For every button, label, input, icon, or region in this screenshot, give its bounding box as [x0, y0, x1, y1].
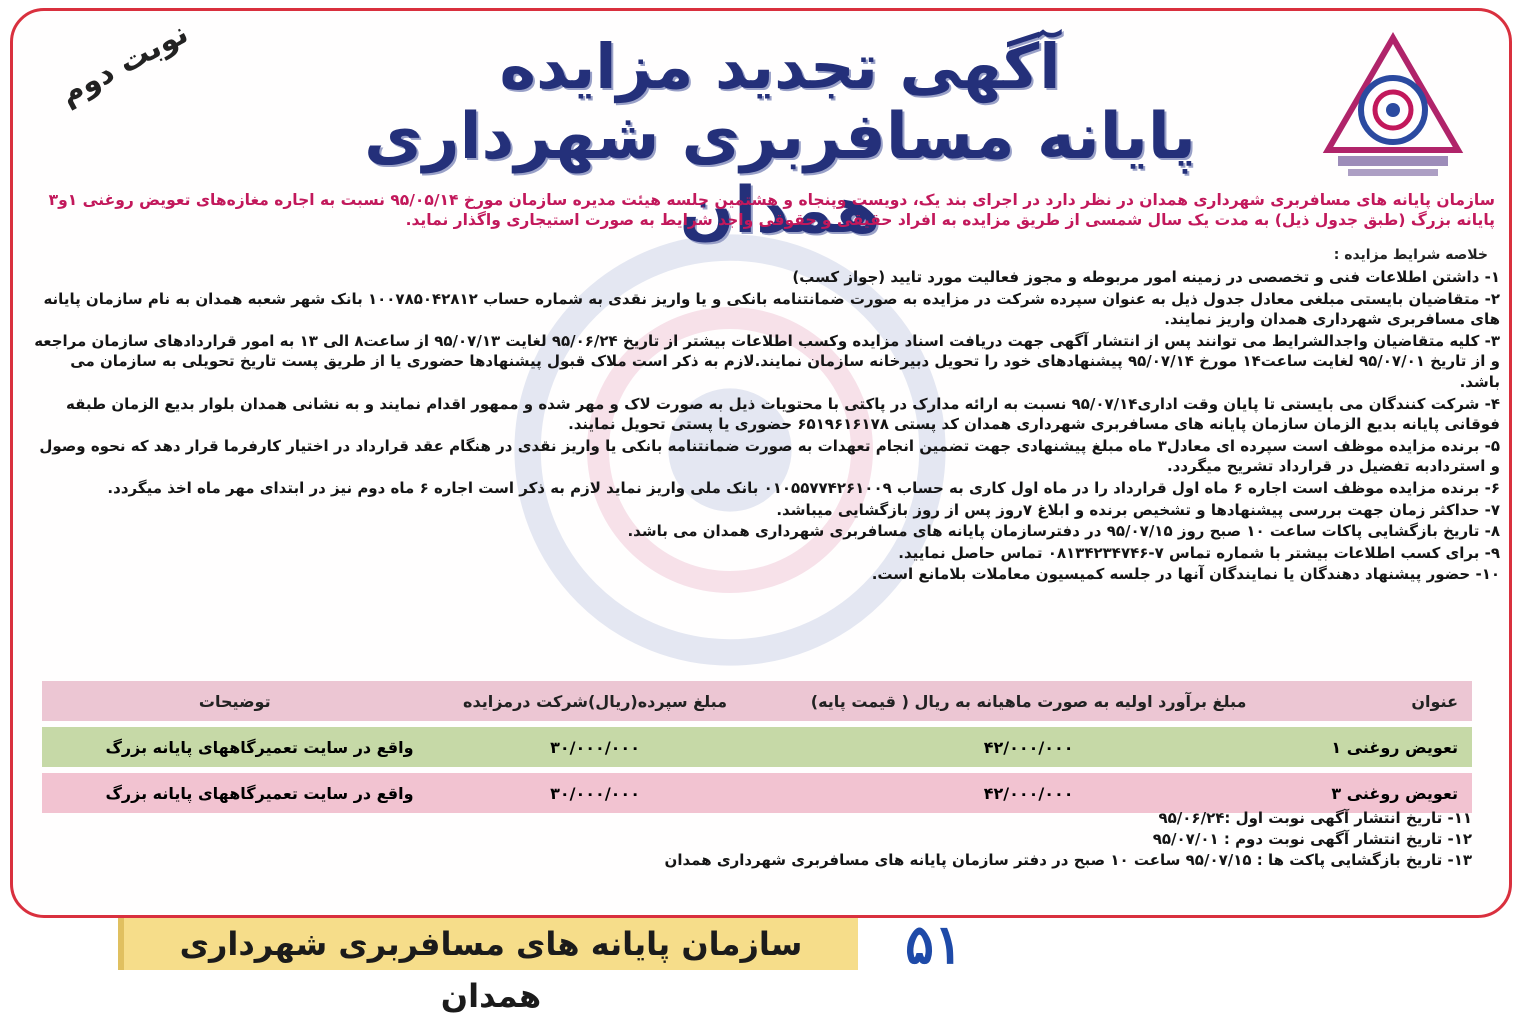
page-title: آگهی تجدید مزایده	[499, 30, 1061, 103]
condition-item: ۸- تاریخ بازگشایی پاکات ساعت ۱۰ صبح روز ۹۵/۰۷/۱۵ در دفترسازمان پایانه های مسافربری شهرداری همدان می باشد.	[627, 522, 1500, 541]
table-cell: ۴۲/۰۰۰/۰۰۰	[763, 773, 1295, 813]
table-cell: تعویض روغنی ۱	[1295, 727, 1472, 767]
table-cell: ۳۰/۰۰۰/۰۰۰	[428, 773, 763, 813]
footer-item: ۱۳- تاریخ بازگشایی پاکت ها : ۹۵/۰۷/۱۵ ساعت ۱۰ صبح در دفتر سازمان پایانه های مسافربری شهرداری همدان	[664, 851, 1472, 869]
auction-table	[42, 675, 1472, 819]
condition-item: ۴- شرکت کنندگان می بایستی تا پایان وقت اداری۹۵/۰۷/۱۴ نسبت به ارائه مدارک در پاکتی با محتویات ذیل به صورت لاک و مهر شده و ممهور اقدام نمایند و به نشانی همدان بلوار بدیع الزمان طبقه فوقانی پایانه بدیع الزمان سازمان پایانه های مسافربری شهرداری همدان کد پستی ۶۵۱۹۶۱۶۱۷۸ حضوری یا پستی تحویل نمایند.	[66, 394, 1500, 434]
table-row	[42, 773, 1472, 813]
signature-banner: سازمان پایانه های مسافربری شهرداری همدان	[118, 918, 858, 970]
condition-item: ۱- داشتن اطلاعات فنی و تخصصی در زمینه امور مربوطه و مجوز فعالیت مورد تایید (جواز کسب)	[792, 268, 1500, 286]
table-cell: واقع در سایت تعمیرگاههای پایانه بزرگ	[42, 727, 428, 767]
footer-dates	[300, 808, 1472, 871]
organization-logo-icon	[1318, 30, 1468, 180]
column-header: توضیحات	[42, 681, 428, 721]
condition-item: ۹- برای کسب اطلاعات بیشتر با شماره تماس ۷-۰۸۱۳۴۲۳۴۷۴۶ تماس حاصل نمایید.	[898, 543, 1500, 562]
table-cell: تعویض روغنی ۳	[1295, 773, 1472, 813]
table-cell: واقع در سایت تعمیرگاههای پایانه بزرگ	[42, 773, 428, 813]
table-cell: ۴۲/۰۰۰/۰۰۰	[763, 727, 1295, 767]
conditions-title: خلاصه شرایط مزایده :	[1333, 247, 1488, 263]
turn-label: نوبت دوم	[54, 15, 194, 113]
page-subtitle: پایانه مسافربری شهرداری همدان	[364, 100, 1196, 248]
column-header: عنوان	[1295, 681, 1472, 721]
page-number: ۵۱	[905, 912, 964, 976]
condition-item: ۷- حداکثر زمان جهت بررسی پیشنهادها و تشخیص برنده و ابلاغ ۷روز پس از روز بازگشایی میباشد.	[776, 500, 1500, 519]
condition-item: ۲- متقاضیان بایستی مبلغی معادل جدول ذیل به عنوان سپرده شرکت در مزایده به صورت ضمانتنامه بانکی و یا واریز نقدی به شماره حساب ۱۰۰۷۸۵۰۴۲۸۱۲ بانک شهر شعبه همدان به نام سازمان پایانه های مسافربری شهرداری همدان واریز نمایند.	[43, 289, 1500, 329]
condition-item: ۶- برنده مزایده موظف است اجاره ۶ ماه اول قرارداد را در ماه اول کاری به حساب ۰۱۰۵۵۷۷۴۲۶۱۰۰۹ بانک ملی واریز نماید لازم به ذکر است اجاره ۶ ماه دوم نیز در ابتدای مهر ماه اخذ میگردد.	[107, 478, 1500, 497]
column-header: مبلغ برآورد اولیه به صورت ماهیانه به ریال ( قیمت پایه)	[763, 681, 1295, 721]
table-row	[42, 727, 1472, 767]
footer-item: ۱۱- تاریخ انتشار آگهی نوبت اول :۹۵/۰۶/۲۴	[1158, 809, 1472, 827]
footer-item: ۱۲- تاریخ انتشار آگهی نوبت دوم : ۹۵/۰۷/۰۱	[1152, 830, 1472, 848]
condition-item: ۵- برنده مزایده موظف است سپرده ای معادل۳ ماه مبلغ پیشنهادی جهت تضمین انجام تعهدات به صورت ضمانتنامه بانکی یا واریز نقدی در هنگام عقد قرارداد در اختیار کارفرما قرار دهد که نحوه وصول و استردادبه تفضیل در قرارداد تشریح میگردد.	[39, 436, 1500, 476]
intro-paragraph: سازمان پایانه های مسافربری شهرداری همدان در نظر دارد در اجرای بند یک، دویست وپنجاه و هشتمین جلسه هیئت مدیره سازمان مورخ ۹۵/۰۵/۱۴ نسبت به اجاره مغازه‌های تعویض روغنی ۱و۳ پایانه بزرگ (طبق جدول ذیل) به مدت یک سال شمسی از طریق مزایده به افراد حقیقی و حقوقی واجد شرایط به صورت استیجاری واگذار نماید.	[48, 191, 1495, 229]
column-header: مبلغ سپرده(ریال)شرکت درمزایده	[428, 681, 763, 721]
table-header-row	[42, 681, 1472, 721]
table-cell: ۳۰/۰۰۰/۰۰۰	[428, 727, 763, 767]
condition-item: ۳- کلیه متقاضیان واجدالشرایط می توانند پس از انتشار آگهی جهت دریافت اسناد مزایده وکسب اطلاعات بیشتر از تاریخ ۹۵/۰۶/۲۴ لغایت ۹۵/۰۷/۱۳ از ساعت۸ الی ۱۳ به امور قراردادهای سازمان مراجعه و از تاریخ ۹۵/۰۷/۰۱ لغایت ساعت۱۴ مورخ ۹۵/۰۷/۱۴ پیشنهادهای خود را تحویل دبیرخانه سازمان نمایند.لازم به ذکر است ملاک قبول پیشنهادها حضوری یا از طریق پست تاریخ تحویلی به سازمان می باشد.	[34, 331, 1500, 391]
conditions-list	[30, 267, 1500, 586]
condition-item: ۱۰- حضور پیشنهاد دهندگان یا نمایندگان آنها در جلسه کمیسیون معاملات بلامانع است.	[871, 565, 1500, 584]
